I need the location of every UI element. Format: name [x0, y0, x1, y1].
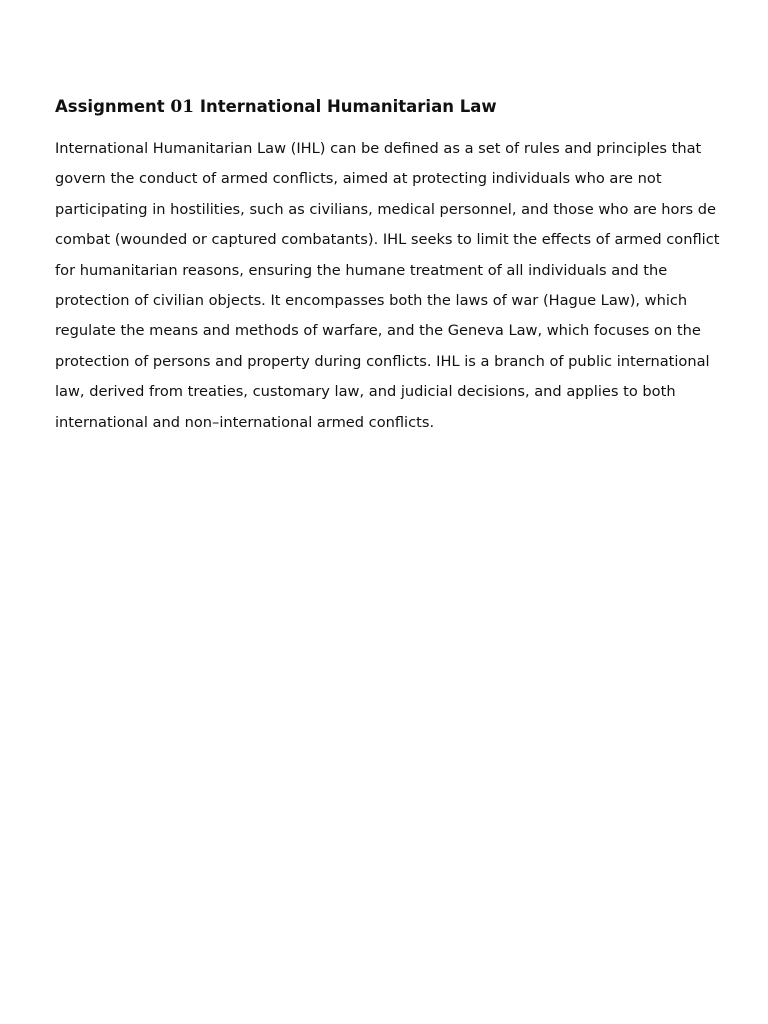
paragraph-line: combat (wounded or captured combatants). IHL seeks to limit the effects of armed conflict — [55, 231, 720, 249]
paragraph-line: international and non–international armed conflicts. — [55, 413, 435, 431]
paragraph-line: law, derived from treaties, customary law, and judicial decisions, and applies to both — [55, 383, 676, 401]
paragraph-line: govern the conduct of armed conflicts, aimed at protecting individuals who are not — [55, 170, 662, 188]
title-number: 01 — [170, 97, 195, 117]
title-text: International Humanitarian Law — [199, 97, 497, 116]
paragraph-line: protection of persons and property during conflicts. IHL is a branch of public international — [55, 352, 710, 370]
title-prefix: Assignment — [55, 97, 165, 116]
paragraph-line: for humanitarian reasons, ensuring the humane treatment of all individuals and the — [55, 261, 668, 279]
paragraph-line: participating in hostilities, such as civilians, medical personnel, and those who are hors de — [55, 200, 716, 218]
document-title — [55, 96, 715, 118]
body-paragraph — [55, 134, 720, 438]
paragraph-line: International Humanitarian Law (IHL) can be defined as a set of rules and principles that — [55, 140, 702, 157]
paragraph-line: regulate the means and methods of warfare, and the Geneva Law, which focuses on the — [55, 322, 701, 340]
paragraph-line: protection of civilian objects. It encompasses both the laws of war (Hague Law), which — [55, 292, 688, 310]
